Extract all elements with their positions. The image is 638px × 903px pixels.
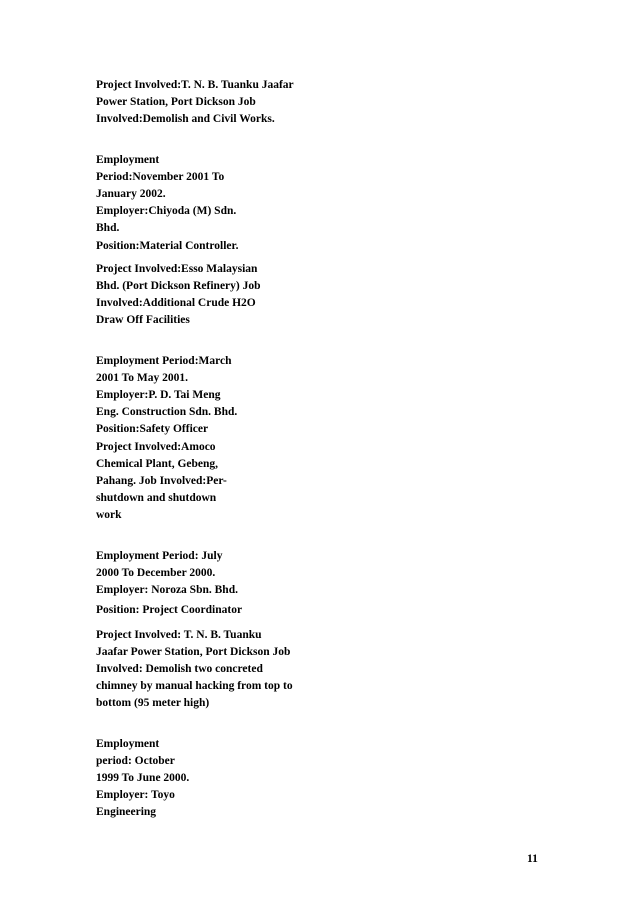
- text-line: Pahang. Job Involved:Per-: [96, 475, 227, 487]
- text-line: Eng. Construction Sdn. Bhd.: [96, 406, 238, 418]
- text-line: January 2002.: [96, 188, 166, 200]
- text-line: Employment: [96, 154, 160, 166]
- text-line: Employer:Chiyoda (M) Sdn.: [96, 205, 237, 217]
- employment-3-block: [96, 548, 238, 599]
- text-line: Project Involved: T. N. B. Tuanku: [96, 629, 262, 641]
- project-1-block: [96, 77, 294, 128]
- text-line: Period:November 2001 To: [96, 171, 225, 183]
- position-3-block: [96, 602, 242, 619]
- text-line: Employer:P. D. Tai Meng: [96, 389, 221, 401]
- position-1-block: [96, 238, 238, 255]
- employment-1-block: [96, 152, 236, 237]
- text-line: Employment Period:March: [96, 355, 232, 367]
- text-line: Bhd. (Port Dickson Refinery) Job: [96, 280, 261, 292]
- text-line: Employer: Noroza Sbn. Bhd.: [96, 584, 238, 596]
- text-line: Position:Safety Officer: [96, 423, 209, 435]
- project-3-block: [96, 439, 227, 524]
- employment-2-block: [96, 353, 237, 438]
- text-line: 2001 To May 2001.: [96, 372, 189, 384]
- text-line: period: October: [96, 755, 175, 767]
- text-line: Position:Material Controller.: [96, 240, 239, 252]
- text-line: Position: Project Coordinator: [96, 604, 243, 616]
- text-line: Jaafar Power Station, Port Dickson Job: [96, 646, 291, 658]
- text-line: shutdown and shutdown: [96, 492, 217, 504]
- project-2-block: [96, 261, 261, 329]
- text-line: work: [96, 509, 122, 521]
- text-line: 2000 To December 2000.: [96, 567, 216, 579]
- text-line: Involved: Demolish two concreted: [96, 663, 263, 675]
- text-line: Involved:Demolish and Civil Works.: [96, 113, 275, 125]
- text-line: Employment Period: July: [96, 550, 223, 562]
- text-line: Engineering: [96, 806, 157, 818]
- text-line: Employment: [96, 738, 160, 750]
- text-line: Project Involved:Amoco: [96, 441, 216, 453]
- employment-4-block: [96, 736, 189, 821]
- text-line: Draw Off Facilities: [96, 314, 190, 326]
- text-line: Employer: Toyo: [96, 789, 175, 801]
- text-line: Involved:Additional Crude H2O: [96, 297, 256, 309]
- text-line: bottom (95 meter high): [96, 697, 210, 709]
- text-line: 1999 To June 2000.: [96, 772, 190, 784]
- project-4-block: [96, 627, 293, 712]
- text-line: Project Involved:Esso Malaysian: [96, 263, 258, 275]
- text-line: Power Station, Port Dickson Job: [96, 96, 256, 108]
- text-line: chimney by manual hacking from top to: [96, 680, 293, 692]
- text-line: Chemical Plant, Gebeng,: [96, 458, 219, 470]
- text-line: Project Involved:T. N. B. Tuanku Jaafar: [96, 79, 294, 91]
- text-line: Bhd.: [96, 222, 120, 234]
- page-number: 11: [527, 853, 538, 865]
